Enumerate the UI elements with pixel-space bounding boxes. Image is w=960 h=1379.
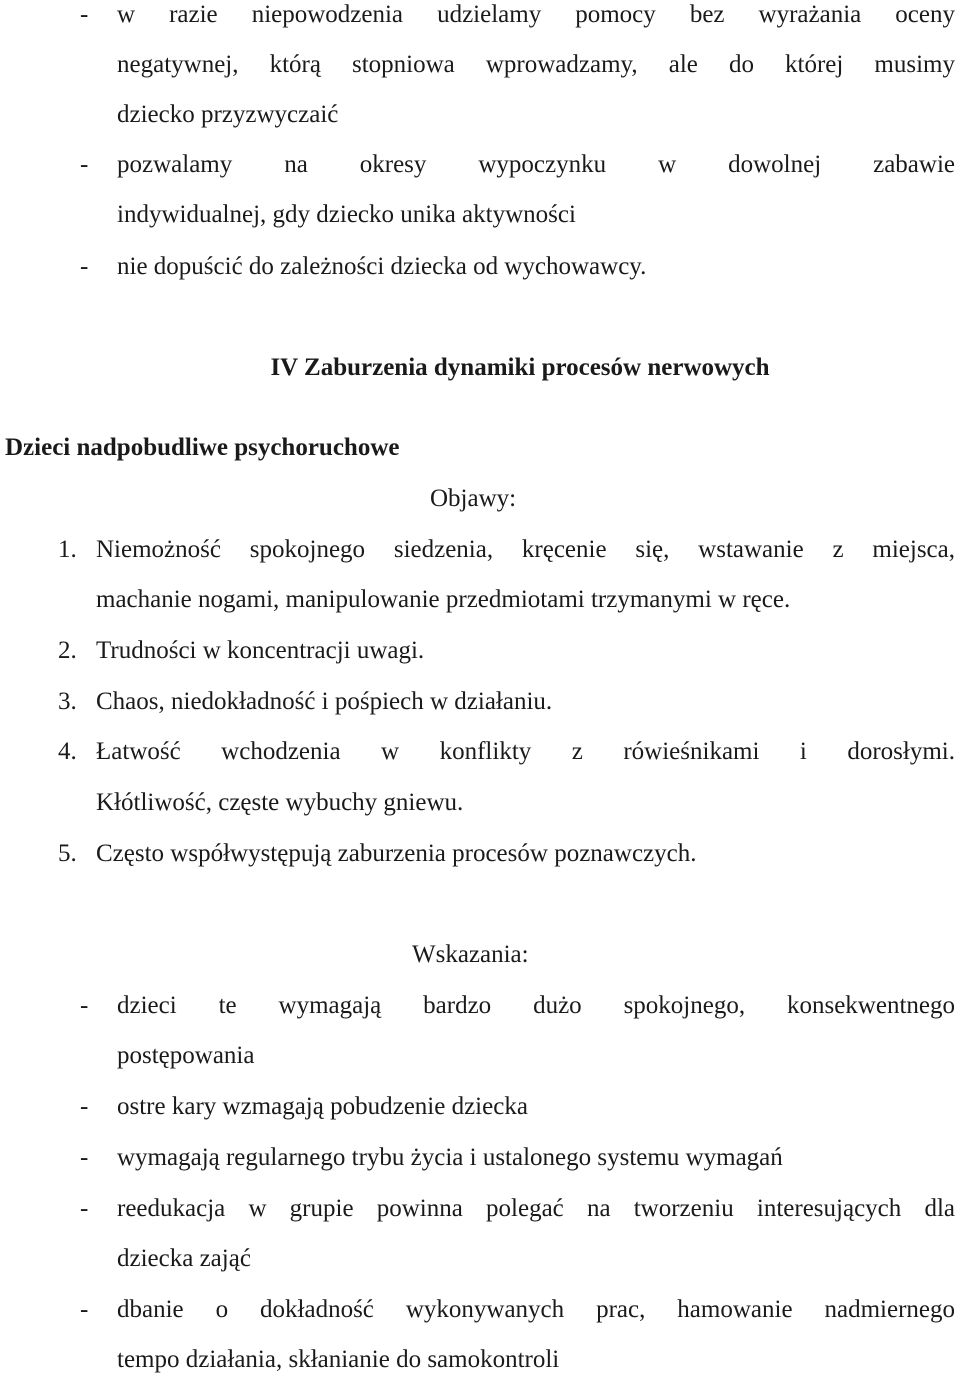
bullet-dash: -	[80, 1, 89, 28]
subheading: Dzieci nadpobudliwe psychoruchowe	[5, 434, 400, 461]
section-heading: IV Zaburzenia dynamiki procesów nerwowych	[270, 354, 770, 381]
bullet-text-line: reedukacja w grupie powinna polegać na tworzeniu interesujących dla	[117, 1195, 955, 1222]
bullet-text-line: ostre kary wzmagają pobudzenie dziecka	[117, 1093, 528, 1120]
bullet-text-line: dziecko przyzwyczaić	[117, 101, 339, 128]
bullet-dash: -	[80, 151, 89, 178]
bullet-text-line: wymagają regularnego trybu życia i ustalonego systemu wymagań	[117, 1144, 783, 1171]
list-number: 5.	[58, 840, 77, 867]
bullet-dash: -	[80, 1144, 89, 1171]
bullet-text-line: indywidualnej, gdy dziecko unika aktywności	[117, 201, 576, 228]
list-number: 2.	[58, 637, 77, 664]
list-number: 1.	[58, 536, 77, 563]
list-text-line: Niemożność spokojnego siedzenia, kręcenie się, wstawanie z miejsca,	[96, 536, 955, 563]
bullet-dash: -	[80, 1195, 89, 1222]
bullet-text-line: dziecka zająć	[117, 1245, 251, 1272]
indications-label: Wskazania:	[412, 941, 529, 968]
symptoms-label: Objawy:	[430, 485, 517, 512]
bullet-text-line: w razie niepowodzenia udzielamy pomocy bez wyrażania oceny	[117, 1, 955, 28]
list-number: 4.	[58, 738, 77, 765]
list-text-line: Trudności w koncentracji uwagi.	[96, 637, 425, 664]
bullet-text-line: dbanie o dokładność wykonywanych prac, hamowanie nadmiernego	[117, 1296, 955, 1323]
list-text-line: machanie nogami, manipulowanie przedmiotami trzymanymi w ręce.	[96, 586, 791, 613]
bullet-text-line: pozwalamy na okresy wypoczynku w dowolnej zabawie	[117, 151, 955, 178]
list-text-line: Łatwość wchodzenia w konflikty z rówieśnikami i dorosłymi.	[96, 738, 955, 765]
bullet-dash: -	[80, 1296, 89, 1323]
list-text-line: Często współwystępują zaburzenia procesów poznawczych.	[96, 840, 697, 867]
bullet-dash: -	[80, 992, 89, 1019]
bullet-text-line: negatywnej, którą stopniowa wprowadzamy, ale do której musimy	[117, 51, 955, 78]
list-number: 3.	[58, 688, 77, 715]
bullet-text-line: dzieci te wymagają bardzo dużo spokojnego, konsekwentnego	[117, 992, 955, 1019]
list-text-line: Chaos, niedokładność i pośpiech w działaniu.	[96, 688, 553, 715]
bullet-text-line: postępowania	[117, 1042, 255, 1069]
bullet-text-line: tempo działania, skłanianie do samokontroli	[117, 1346, 560, 1373]
list-text-line: Kłótliwość, częste wybuchy gniewu.	[96, 789, 464, 816]
bullet-dash: -	[80, 253, 89, 280]
bullet-dash: -	[80, 1093, 89, 1120]
bullet-text-line: nie dopuścić do zależności dziecka od wychowawcy.	[117, 253, 647, 280]
